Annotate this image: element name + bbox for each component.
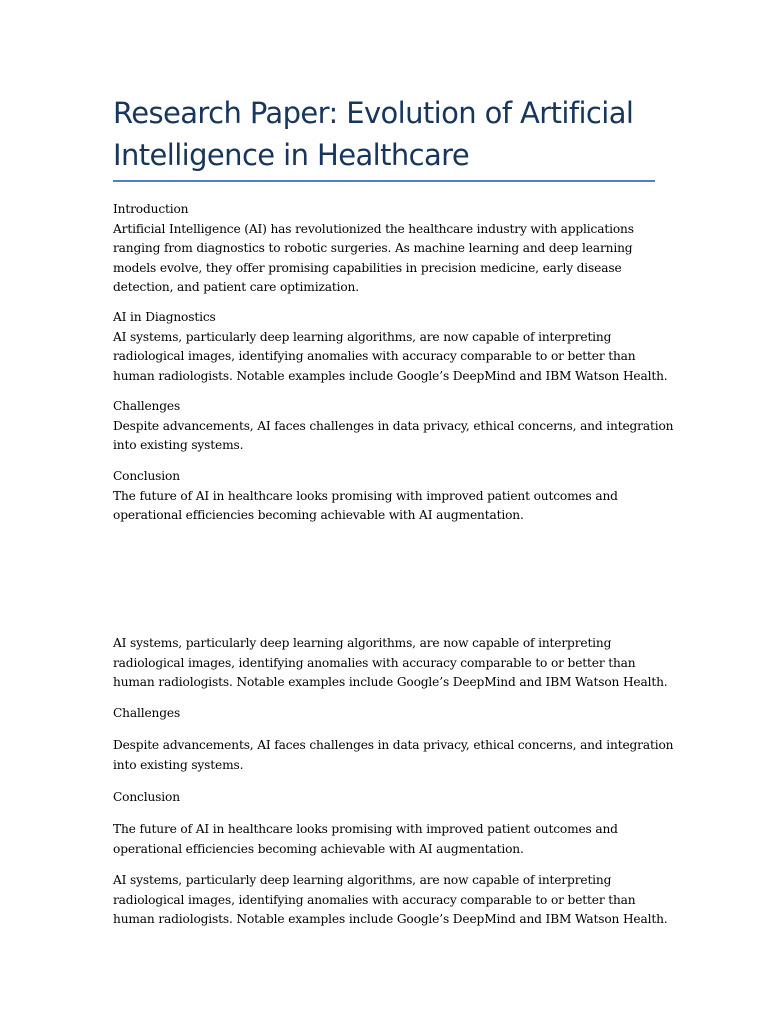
paragraph-line: models evolve, they offer promising capabilities in precision medicine, early disease bbox=[113, 260, 622, 275]
title-line: Research Paper: Evolution of Artificial bbox=[113, 96, 634, 130]
paragraph-line: ranging from diagnostics to robotic surgeries. As machine learning and deep learning bbox=[113, 241, 633, 255]
section-challenges bbox=[113, 397, 674, 456]
repeated-challenges-heading bbox=[113, 704, 658, 724]
paragraph-line: human radiologists. Notable examples include Google’s DeepMind and IBM Watson Health. bbox=[113, 912, 668, 926]
section-heading: AI in Diagnostics bbox=[113, 310, 216, 324]
paragraph-line: AI systems, particularly deep learning algorithms, are now capable of interpreting bbox=[113, 636, 612, 650]
section-heading: Challenges bbox=[113, 399, 181, 413]
paragraph-line: Despite advancements, AI faces challenges in data privacy, ethical concerns, and integration bbox=[113, 738, 674, 752]
document-title bbox=[113, 92, 658, 176]
paragraph-line: into existing systems. bbox=[113, 757, 244, 772]
paragraph-line: human radiologists. Notable examples include Google’s DeepMind and IBM Watson Health. bbox=[113, 368, 668, 383]
section-ai-in-diagnostics bbox=[113, 308, 668, 386]
paragraph-line: operational efficiencies becoming achievable with AI augmentation. bbox=[113, 841, 524, 856]
section-heading: Challenges bbox=[113, 706, 181, 720]
section-introduction bbox=[113, 200, 658, 298]
section-heading: Conclusion bbox=[113, 469, 180, 483]
title-line: Intelligence in Healthcare bbox=[113, 138, 470, 172]
repeated-conclusion-heading bbox=[113, 788, 658, 808]
paragraph-line: detection, and patient care optimization. bbox=[113, 280, 359, 294]
paragraph-line: The future of AI in healthcare looks promising with improved patient outcomes and bbox=[113, 488, 618, 503]
title-underline bbox=[113, 180, 655, 182]
paragraph-line: AI systems, particularly deep learning algorithms, are now capable of interpreting bbox=[113, 873, 612, 887]
section-conclusion bbox=[113, 467, 658, 526]
paragraph-line: Despite advancements, AI faces challenges in data privacy, ethical concerns, and integration bbox=[113, 418, 674, 433]
paragraph-line: human radiologists. Notable examples include Google’s DeepMind and IBM Watson Health. bbox=[113, 675, 668, 689]
repeated-conclusion-paragraph bbox=[113, 820, 658, 859]
repeated-diagnostics-paragraph-2 bbox=[113, 871, 668, 930]
section-heading: Conclusion bbox=[113, 790, 180, 804]
paragraph-line: radiological images, identifying anomalies with accuracy comparable to or better than bbox=[113, 349, 636, 363]
paragraph-line: operational efficiencies becoming achievable with AI augmentation. bbox=[113, 508, 524, 522]
section-heading: Introduction bbox=[113, 202, 189, 216]
repeated-challenges-paragraph bbox=[113, 736, 674, 775]
paragraph-line: The future of AI in healthcare looks promising with improved patient outcomes and bbox=[113, 822, 618, 836]
repeated-diagnostics-paragraph bbox=[113, 634, 668, 693]
paragraph-line: into existing systems. bbox=[113, 438, 244, 452]
paragraph-line: radiological images, identifying anomalies with accuracy comparable to or better than bbox=[113, 892, 636, 907]
paragraph-line: radiological images, identifying anomalies with accuracy comparable to or better than bbox=[113, 655, 636, 670]
paragraph-line: Artificial Intelligence (AI) has revolutionized the healthcare industry with applications bbox=[113, 221, 634, 236]
paragraph-line: AI systems, particularly deep learning algorithms, are now capable of interpreting bbox=[113, 329, 612, 344]
